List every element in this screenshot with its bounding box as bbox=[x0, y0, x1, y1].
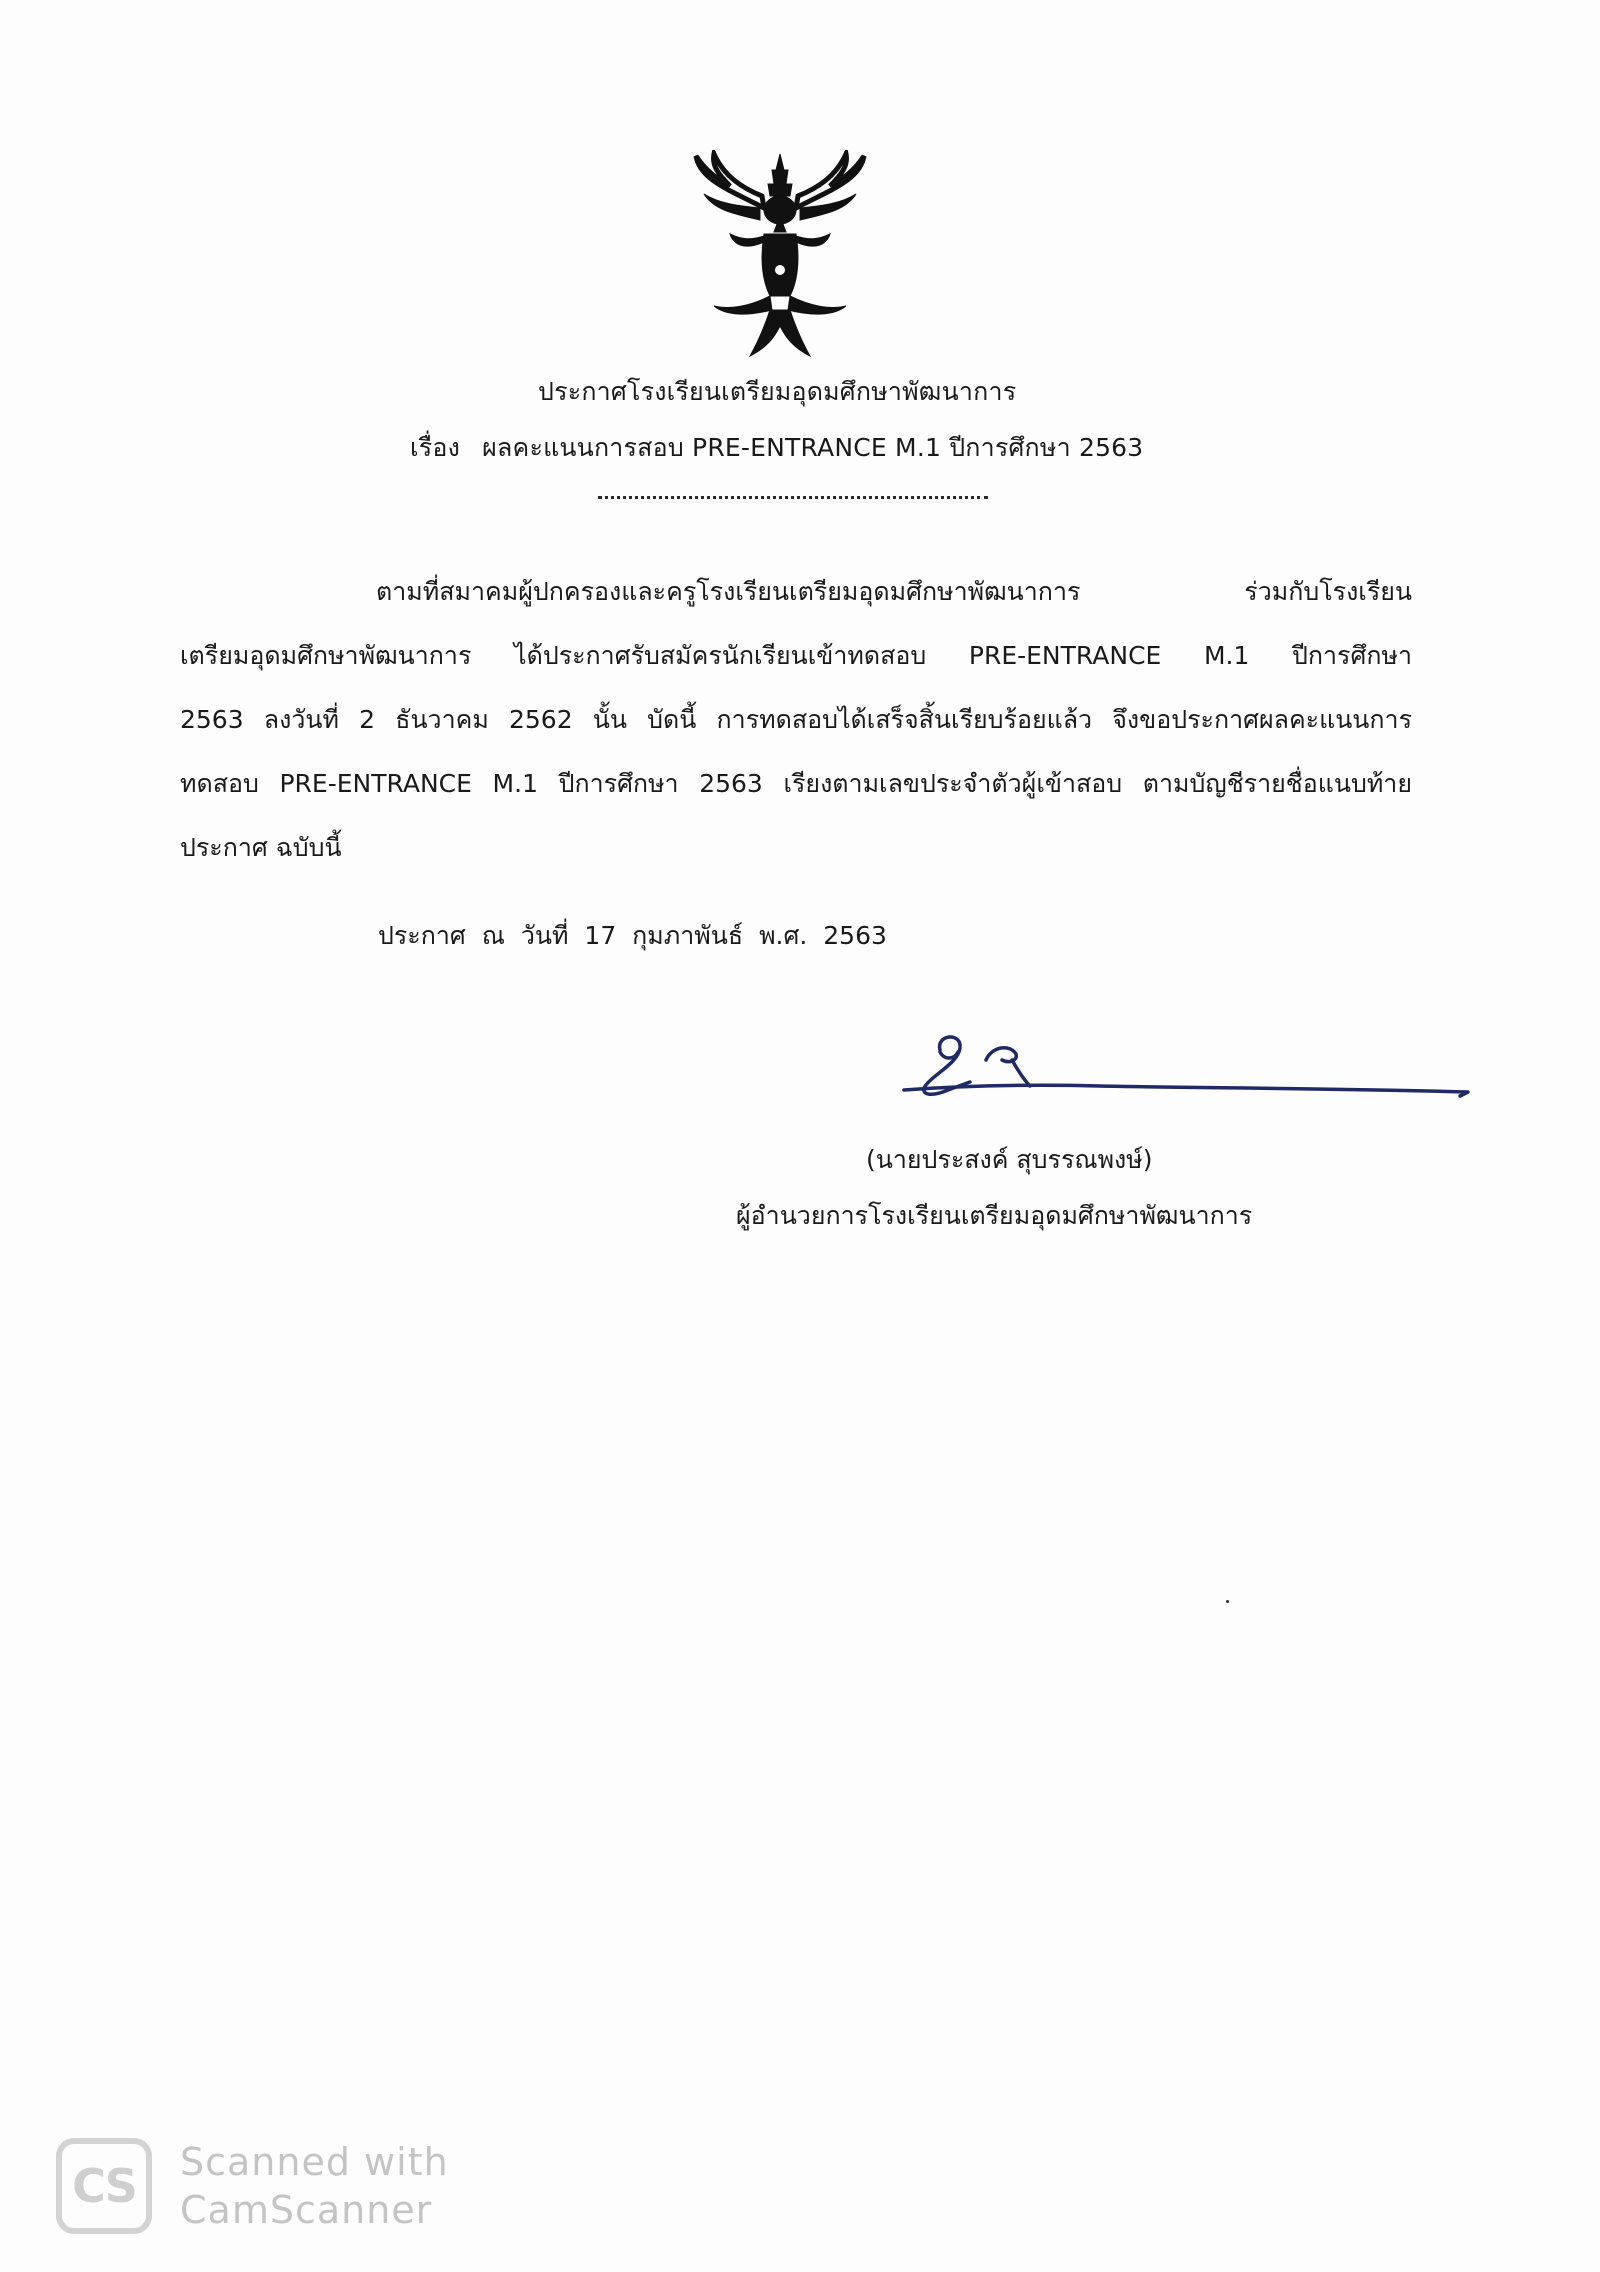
signer-position: ผู้อำนวยการโรงเรียนเตรียมอุดมศึกษาพัฒนาการ bbox=[736, 1201, 1253, 1230]
signer-name: (นายประสงค์ สุบรรณพงษ์) bbox=[866, 1145, 1153, 1174]
handwritten-signature bbox=[900, 1030, 1480, 1120]
subject-line bbox=[410, 428, 1143, 468]
scan-speck bbox=[1226, 1600, 1229, 1603]
body-line: ตามที่สมาคมผู้ปกครองและครูโรงเรียนเตรียมอุดมศึกษาพัฒนาการ ร่วมกับโรงเรียน bbox=[376, 577, 1412, 606]
subject-label: เรื่อง bbox=[410, 433, 460, 462]
body-line: ประกาศ ฉบับนี้ bbox=[180, 833, 342, 862]
announcement-date: ประกาศ ณ วันที่ 17 กุมภาพันธ์ พ.ศ. 2563 bbox=[378, 921, 887, 950]
announcement-body bbox=[180, 560, 1412, 880]
dotted-separator bbox=[598, 496, 988, 499]
announcement-title: ประกาศโรงเรียนเตรียมอุดมศึกษาพัฒนาการ bbox=[538, 377, 1017, 406]
watermark-line-2: CamScanner bbox=[180, 2188, 433, 2232]
body-line: เตรียมอุดมศึกษาพัฒนาการ ได้ประกาศรับสมัครนักเรียนเข้าทดสอบ PRE-ENTRANCE M.1 ปีการศึกษา bbox=[180, 641, 1412, 670]
watermark-text bbox=[180, 2138, 449, 2234]
watermark-line-1: Scanned with bbox=[180, 2140, 449, 2184]
body-line: ทดสอบ PRE-ENTRANCE M.1 ปีการศึกษา 2563 เรียงตามเลขประจำตัวผู้เข้าสอบ ตามบัญชีรายชื่อแนบท้าย bbox=[180, 769, 1412, 798]
body-line: 2563 ลงวันที่ 2 ธันวาคม 2562 นั้น บัดนี้ การทดสอบได้เสร็จสิ้นเรียบร้อยแล้ว จึงขอประกาศผลคะแนนการ bbox=[180, 705, 1412, 734]
subject-text: ผลคะแนนการสอบ PRE-ENTRANCE M.1 ปีการศึกษา 2563 bbox=[482, 433, 1144, 462]
garuda-emblem-icon bbox=[690, 150, 870, 360]
camscanner-logo-icon: CS bbox=[56, 2138, 152, 2234]
